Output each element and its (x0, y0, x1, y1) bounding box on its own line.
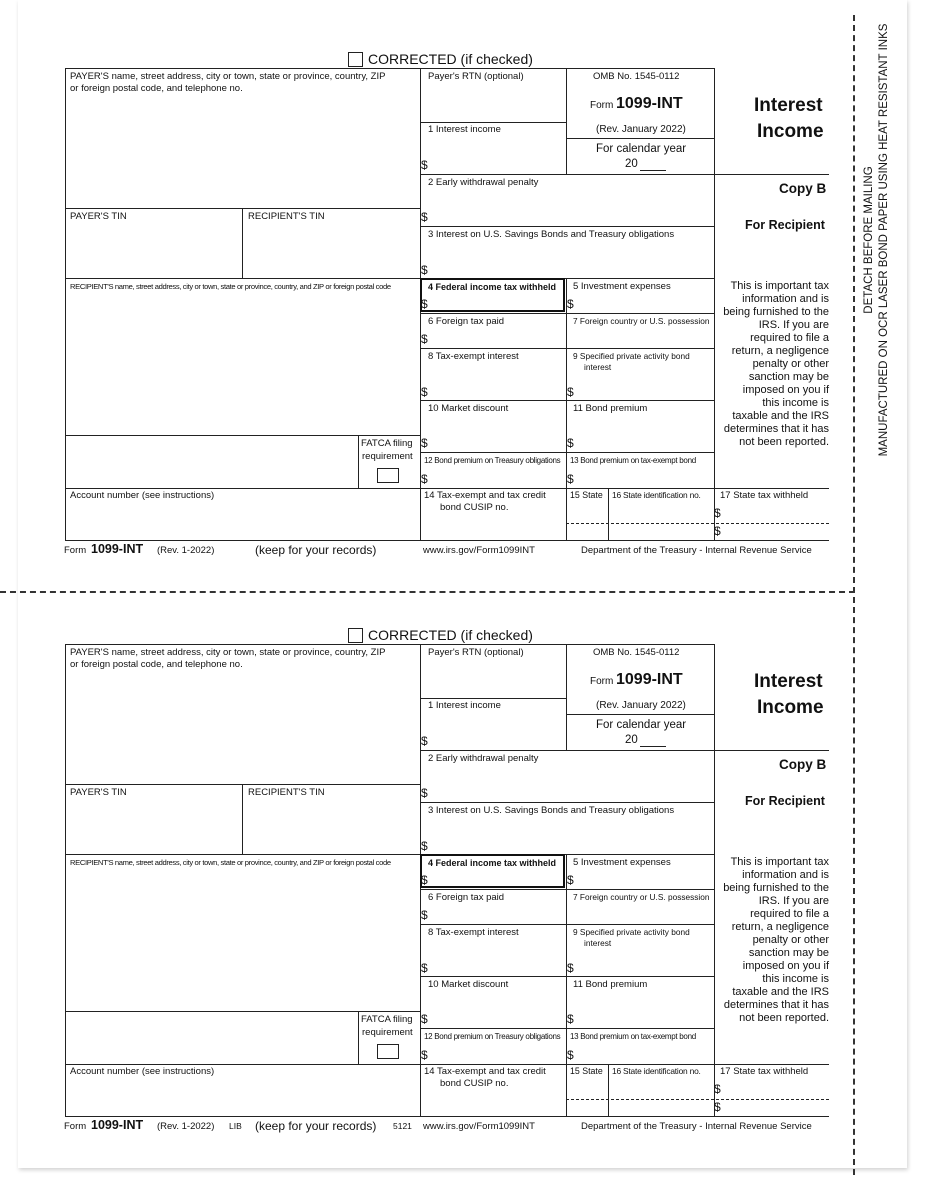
payer-name-field[interactable] (66, 672, 419, 783)
payer-name-label-2: or foreign postal code, and telephone no. (70, 83, 243, 94)
form-rev: (Rev. January 2022) (596, 700, 686, 711)
corrected-checkbox[interactable] (348, 628, 363, 643)
box4-label: 4 Federal income tax withheld (428, 858, 557, 868)
payer-name-field[interactable] (66, 96, 419, 207)
box10-dollar: $ (421, 436, 428, 450)
box13-label: 13 Bond premium on tax-exempt bond (570, 456, 696, 465)
corrected-checkbox[interactable] (348, 52, 363, 67)
year-field[interactable] (640, 746, 666, 747)
box8-label: 8 Tax-exempt interest (428, 351, 519, 362)
corrected-label: CORRECTED (if checked) (368, 627, 533, 643)
notice-line: not been reported. (739, 436, 829, 448)
notice-line: sanction may be (748, 947, 829, 959)
calendar-year-label: For calendar year (596, 719, 687, 731)
footer-rev: (Rev. 1-2022) (157, 545, 215, 556)
box9-label: 9 Specified private activity bond (573, 351, 690, 361)
box8-dollar: $ (421, 385, 428, 399)
box14-label: 14 Tax-exempt and tax credit (424, 1066, 546, 1077)
payer-name-label-2: or foreign postal code, and telephone no. (70, 659, 243, 670)
box15-label: 15 State (570, 1066, 603, 1076)
year-prefix: 20 (625, 734, 638, 746)
sidebar-text (862, 0, 892, 500)
form-rev: (Rev. January 2022) (596, 124, 686, 135)
footer-url: www.irs.gov/Form1099INT (423, 1121, 535, 1132)
box2-dollar: $ (421, 210, 428, 224)
title-income: Income (757, 121, 824, 142)
notice-line: return, a negligence (731, 921, 829, 933)
footer-url: www.irs.gov/Form1099INT (423, 545, 535, 556)
box11-dollar: $ (567, 436, 574, 450)
fatca-checkbox[interactable] (377, 468, 399, 483)
box9-label-2: interest (584, 938, 612, 948)
fatca-label: FATCA filing (361, 438, 413, 449)
notice-line: This is important tax (730, 280, 829, 292)
box4-dollar: $ (421, 297, 428, 311)
box13-dollar: $ (567, 472, 574, 486)
box3-label: 3 Interest on U.S. Savings Bonds and Treasury obligations (428, 805, 675, 816)
footer-lib: LIB (229, 1121, 242, 1131)
form-copy-top (0, 0, 925, 575)
recipient-tin-label: RECIPIENT'S TIN (248, 787, 325, 798)
important-notice (714, 280, 829, 449)
fatca-checkbox[interactable] (377, 1044, 399, 1059)
footer-form-number: 1099-INT (91, 1118, 144, 1132)
notice-line: determines that it has (723, 999, 829, 1011)
for-recipient-label: For Recipient (745, 218, 825, 232)
box5-dollar: $ (567, 297, 574, 311)
footer-code: 5121 (393, 1121, 412, 1131)
notice-line: required to file a (750, 908, 829, 920)
footer-dept: Department of the Treasury - Internal Revenue Service (581, 1121, 812, 1132)
box3-dollar: $ (421, 839, 428, 853)
box14-label: 14 Tax-exempt and tax credit (424, 490, 546, 501)
notice-line: required to file a (750, 332, 829, 344)
account-number-label: Account number (see instructions) (70, 490, 215, 501)
notice-line: information and is (742, 869, 829, 881)
notice-line: imposed on you if (742, 960, 829, 972)
box12-label: 12 Bond premium on Treasury obligations (424, 456, 561, 465)
box14-label-2: bond CUSIP no. (440, 502, 509, 513)
account-number-field[interactable] (66, 1078, 419, 1115)
box9-dollar: $ (567, 961, 574, 975)
form-number: 1099-INT (616, 95, 683, 112)
fatca-label-2: requirement (362, 1027, 413, 1038)
footer-rev: (Rev. 1-2022) (157, 1121, 215, 1132)
notice-line: this income is (762, 973, 829, 985)
box12-dollar: $ (421, 1048, 428, 1062)
title-interest: Interest (754, 95, 823, 116)
box16-label: 16 State identification no. (612, 490, 701, 500)
box5-label: 5 Investment expenses (573, 857, 671, 868)
box2-dollar: $ (421, 786, 428, 800)
payer-rtn-label: Payer's RTN (optional) (428, 647, 524, 658)
box12-dollar: $ (421, 472, 428, 486)
notice-line: determines that it has (723, 423, 829, 435)
box2-label: 2 Early withdrawal penalty (428, 177, 539, 188)
box13-label: 13 Bond premium on tax-exempt bond (570, 1032, 696, 1041)
notice-line: taxable and the IRS (732, 410, 829, 422)
notice-line: not been reported. (739, 1012, 829, 1024)
notice-line: imposed on you if (742, 384, 829, 396)
notice-line: being furnished to the (723, 882, 829, 894)
box14-label-2: bond CUSIP no. (440, 1078, 509, 1089)
box1-dollar: $ (421, 734, 428, 748)
year-prefix: 20 (625, 158, 638, 170)
box17-label: 17 State tax withheld (720, 1066, 809, 1077)
form-number: 1099-INT (616, 671, 683, 688)
vertical-detach-line (853, 15, 855, 1175)
box8-label: 8 Tax-exempt interest (428, 927, 519, 938)
payer-tin-label: PAYER'S TIN (70, 787, 127, 798)
box4-dollar: $ (421, 873, 428, 887)
box11-label: 11 Bond premium (573, 403, 648, 414)
box10-dollar: $ (421, 1012, 428, 1026)
calendar-year-label: For calendar year (596, 143, 687, 155)
footer-dept: Department of the Treasury - Internal Revenue Service (581, 545, 812, 556)
box1-label: 1 Interest income (428, 700, 501, 711)
box17-dollar-2: $ (714, 524, 721, 538)
recipient-name-label: RECIPIENT'S name, street address, city or town, state or province, country, and ZIP or foreign postal code (70, 858, 391, 867)
box4-label: 4 Federal income tax withheld (428, 282, 557, 292)
important-notice (714, 856, 829, 1025)
box6-dollar: $ (421, 332, 428, 346)
notice-line: penalty or other (752, 934, 829, 946)
notice-line: being furnished to the (723, 306, 829, 318)
box11-dollar: $ (567, 1012, 574, 1026)
box1-label: 1 Interest income (428, 124, 501, 135)
box1-dollar: $ (421, 158, 428, 172)
fatca-label-2: requirement (362, 451, 413, 462)
form-word: Form (590, 100, 614, 111)
payer-name-label: PAYER'S name, street address, city or town, state or province, country, ZIP (70, 71, 386, 82)
box17-dollar-2: $ (714, 1100, 721, 1114)
copy-b-label: Copy B (779, 757, 827, 772)
recipient-name-label: RECIPIENT'S name, street address, city or town, state or province, country, and ZIP or foreign postal code (70, 282, 391, 291)
box17-dollar-1: $ (714, 1082, 721, 1096)
notice-line: return, a negligence (731, 345, 829, 357)
notice-line: penalty or other (752, 358, 829, 370)
box7-label: 7 Foreign country or U.S. possession (573, 316, 710, 326)
notice-line: This is important tax (730, 856, 829, 868)
title-interest: Interest (754, 671, 823, 692)
fatca-label: FATCA filing (361, 1014, 413, 1025)
box8-dollar: $ (421, 961, 428, 975)
detach-text: DETACH BEFORE MAILING (863, 166, 875, 314)
for-recipient-label: For Recipient (745, 794, 825, 808)
notice-line: taxable and the IRS (732, 986, 829, 998)
box17-dollar-1: $ (714, 506, 721, 520)
notice-line: IRS. If you are (758, 319, 829, 331)
corrected-label: CORRECTED (if checked) (368, 51, 533, 67)
box13-dollar: $ (567, 1048, 574, 1062)
payer-rtn-label: Payer's RTN (optional) (428, 71, 524, 82)
footer-form-word: Form (64, 545, 87, 556)
box7-label: 7 Foreign country or U.S. possession (573, 892, 710, 902)
form-copy-bottom (0, 576, 925, 1151)
box10-label: 10 Market discount (428, 979, 509, 990)
box6-dollar: $ (421, 908, 428, 922)
payer-name-label: PAYER'S name, street address, city or town, state or province, country, ZIP (70, 647, 386, 658)
copy-b-label: Copy B (779, 181, 827, 196)
account-number-label: Account number (see instructions) (70, 1066, 215, 1077)
account-number-field[interactable] (66, 502, 419, 539)
box12-label: 12 Bond premium on Treasury obligations (424, 1032, 561, 1041)
horizontal-detach-line (0, 591, 855, 593)
box17-label: 17 State tax withheld (720, 490, 809, 501)
box16-label: 16 State identification no. (612, 1066, 701, 1076)
notice-line: this income is (762, 397, 829, 409)
year-field[interactable] (640, 170, 666, 171)
box5-label: 5 Investment expenses (573, 281, 671, 292)
notice-line: IRS. If you are (758, 895, 829, 907)
box9-label: 9 Specified private activity bond (573, 927, 690, 937)
footer-keep: (keep for your records) (255, 543, 377, 557)
box6-label: 6 Foreign tax paid (428, 316, 505, 327)
box15-label: 15 State (570, 490, 603, 500)
box3-dollar: $ (421, 263, 428, 277)
form-word: Form (590, 676, 614, 687)
payer-tin-label: PAYER'S TIN (70, 211, 127, 222)
box9-label-2: interest (584, 362, 612, 372)
omb-number: OMB No. 1545-0112 (593, 647, 680, 658)
box2-label: 2 Early withdrawal penalty (428, 753, 539, 764)
title-income: Income (757, 697, 824, 718)
footer-form-word: Form (64, 1121, 87, 1132)
manufactured-text: MANUFACTURED ON OCR LASER BOND PAPER USING HEAT RESISTANT INKS (878, 23, 890, 457)
recipient-tin-label: RECIPIENT'S TIN (248, 211, 325, 222)
box3-label: 3 Interest on U.S. Savings Bonds and Treasury obligations (428, 229, 675, 240)
box10-label: 10 Market discount (428, 403, 509, 414)
notice-line: information and is (742, 293, 829, 305)
box5-dollar: $ (567, 873, 574, 887)
notice-line: sanction may be (748, 371, 829, 383)
footer-form-number: 1099-INT (91, 542, 144, 556)
omb-number: OMB No. 1545-0112 (593, 71, 680, 82)
box6-label: 6 Foreign tax paid (428, 892, 505, 903)
box11-label: 11 Bond premium (573, 979, 648, 990)
footer-keep: (keep for your records) (255, 1119, 377, 1133)
box9-dollar: $ (567, 385, 574, 399)
